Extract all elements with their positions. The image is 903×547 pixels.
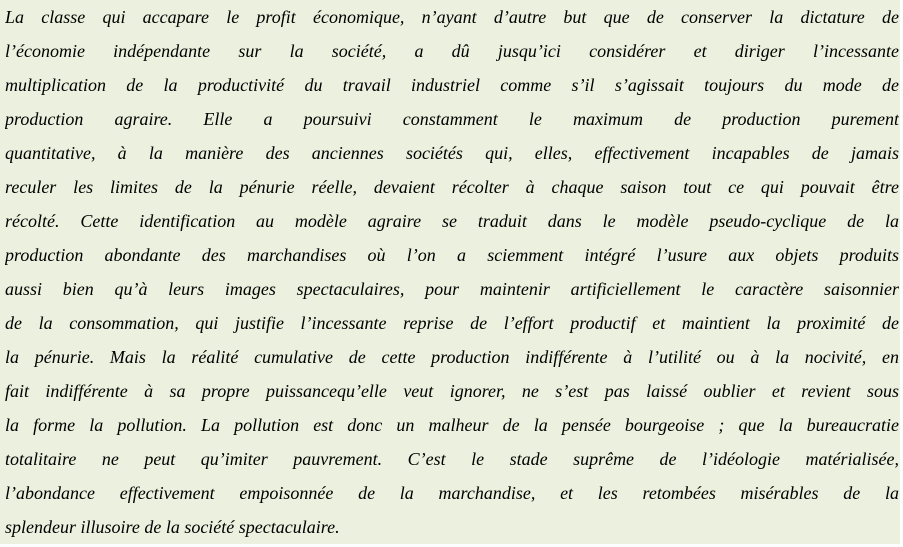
text-line: la forme la pollution. La pollution est donc un malheur de la pensée bourgeoise ; que la bureaucratie bbox=[5, 415, 899, 435]
text-line: reculer les limites de la pénurie réelle, devaient récolter à chaque saison tout ce qui pouvait être bbox=[5, 177, 899, 197]
text-line: multiplication de la productivité du travail industriel comme s’il s’agissait toujours du mode de bbox=[5, 75, 899, 95]
text-line: de la consommation, qui justifie l’incessante reprise de l’effort productif et maintient la proximité de bbox=[5, 313, 899, 333]
text-line: aussi bien qu’à leurs images spectaculaires, pour maintenir artificiellement le caractère saisonnier bbox=[5, 279, 899, 299]
text-line: quantitative, à la manière des anciennes sociétés qui, elles, effectivement incapables de jamais bbox=[5, 143, 899, 163]
text-line: production agraire. Elle a poursuivi constamment le maximum de production purement bbox=[5, 109, 899, 129]
text-line: l’abondance effectivement empoisonnée de la marchandise, et les retombées misérables de la bbox=[5, 483, 899, 503]
text-line: récolté. Cette identification au modèle agraire se traduit dans le modèle pseudo-cyclique de la bbox=[5, 211, 899, 231]
text-line: La classe qui accapare le profit économique, n’ayant d’autre but que de conserver la dictature de bbox=[5, 7, 899, 27]
text-line: totalitaire ne peut qu’imiter pauvrement. C’est le stade suprême de l’idéologie matérialisée, bbox=[5, 449, 899, 469]
text-line: l’économie indépendante sur la société, a dû jusqu’ici considérer et diriger l’incessante bbox=[5, 41, 899, 61]
text-line: la pénurie. Mais la réalité cumulative de cette production indifférente à l’utilité ou à la nocivité, en bbox=[5, 347, 899, 367]
text-line: splendeur illusoire de la société spectaculaire. bbox=[5, 517, 340, 537]
text-line: fait indifférente à sa propre puissancequ’elle veut ignorer, ne s’est pas laissé oublier et revient sous bbox=[5, 381, 899, 401]
text-line: production abondante des marchandises où l’on a sciemment intégré l’usure aux objets produits bbox=[5, 245, 899, 265]
